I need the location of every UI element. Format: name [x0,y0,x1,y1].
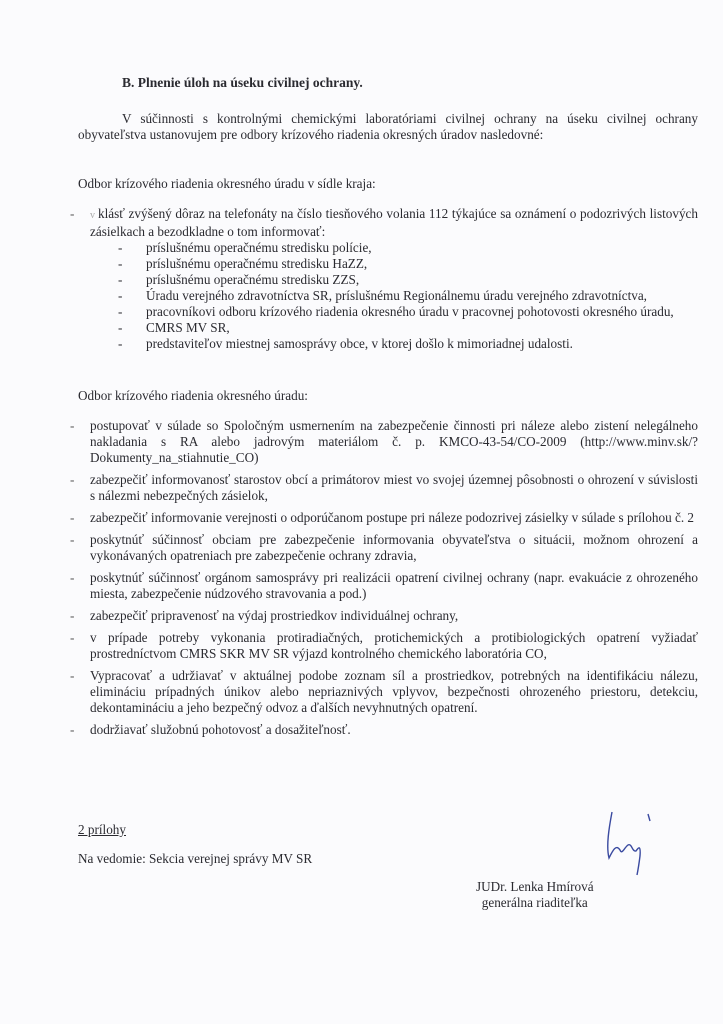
list-item: - predstaviteľov miestnej samosprávy obce, v ktorej došlo k mimoriadnej udalosti. [118,336,573,351]
list-item: - postupovať v súlade so Spoločným usmernením na zabezpečenie činnosti pri náleze alebo zistení nelegálneho nakladania s RA alebo jadrovým materiálom č. p. KMCO-43-54/CO-2009 (http://www.minv.sk/?Dokumenty_na_stiahnutie_CO) [70,418,698,465]
list-item: - dodržiavať služobnú pohotovosť a dosažiteľnosť. [70,722,351,737]
section2-list [70,418,698,744]
signature-icon [600,808,660,876]
section1-list [70,206,698,352]
list-item: - poskytnúť súčinnosť orgánom samosprávy pri realizácii opatrení civilnej ochrany (napr. evakuácie z ohrozeného miesta, zabezpečenie núdzového stravovania a pod.) [70,570,698,601]
list-item: - pracovníkovi odboru krízového riadenia okresného úradu v pracovnej pohotovosti okresného úradu, [118,304,674,319]
cc-note: Na vedomie: Sekcia verejnej správy MV SR [78,851,313,866]
intro-paragraph [78,111,698,143]
signature-block [476,879,594,911]
list-item: - príslušnému operačnému stredisku ZZS, [118,272,360,287]
dash-bullet: - [70,206,75,221]
signer-name: JUDr. Lenka Hmírová [476,879,594,894]
list-item: - príslušnému operačnému stredisku HaZZ, [118,256,368,271]
bullet-text: klásť zvýšený dôraz na telefonáty na číslo tiesňového volania 112 týkajúce sa oznámení o podozrivých listových zásielkach a bezodkladne o tom informovať: [90,206,698,239]
list-item: - Vypracovať a udržiavať v aktuálnej podobe zoznam síl a prostriedkov, potrebných na identifikáciu nálezu, elimináciu prípadných únikov alebo nepriaznivých vplyvov, bezpečnosti ohrozeného priestoru, detekciu, dekontamináciu a jeho bezpečný odvoz a ďalších nevyhnutných opatrení. [70,668,698,715]
recipient-list [78,240,698,352]
list-item: - Úradu verejného zdravotníctva SR, príslušnému Regionálnemu úradu verejného zdravotníctva, [118,288,647,303]
list-item: - v prípade potreby vykonania protiradiačných, protichemických a protibiologických opatrení vyžiadať prostredníctvom CMRS SKR MV SR výjazd kontrolného chemického laboratória CO, [70,630,698,661]
list-item: - príslušnému operačnému stredisku polície, [118,240,372,255]
section1-title: Odbor krízového riadenia okresného úradu v sídle kraja: [78,176,376,191]
list-item: - CMRS MV SR, [118,320,230,335]
signer-title: generálna riaditeľka [481,895,588,910]
section2-title: Odbor krízového riadenia okresného úradu: [78,388,308,403]
intro-text: V súčinnosti s kontrolnými chemickými laboratóriami civilnej ochrany na úseku civilnej ochrany obyvateľstva ustanovujem pre odbory krízového riadenia okresných úradov nasledovné: [78,111,698,142]
handwritten-mark: v [90,210,95,221]
attachments-note: 2 prílohy [78,822,126,837]
list-item: - zabezpečiť informovanosť starostov obcí a primátorov miest vo svojej územnej pôsobnosti o ohrození v súvislosti s nálezmi nebezpečných zásielok, [70,472,698,503]
section-heading: B. Plnenie úloh na úseku civilnej ochrany. [122,75,363,90]
list-item: - zabezpečiť informovanie verejnosti o odporúčanom postupe pri náleze podozrivej zásielky v súlade s prílohou č. 2 [70,510,695,525]
list-item: - zabezpečiť pripravenosť na výdaj prostriedkov individuálnej ochrany, [70,608,459,623]
section1-bullet [70,206,698,240]
list-item: - poskytnúť súčinnosť obciam pre zabezpečenie informovania obyvateľstva o situácii, možnom ohrození a vykonávaných opatreniach pre zabezpečenie ochrany zdravia, [70,532,698,563]
